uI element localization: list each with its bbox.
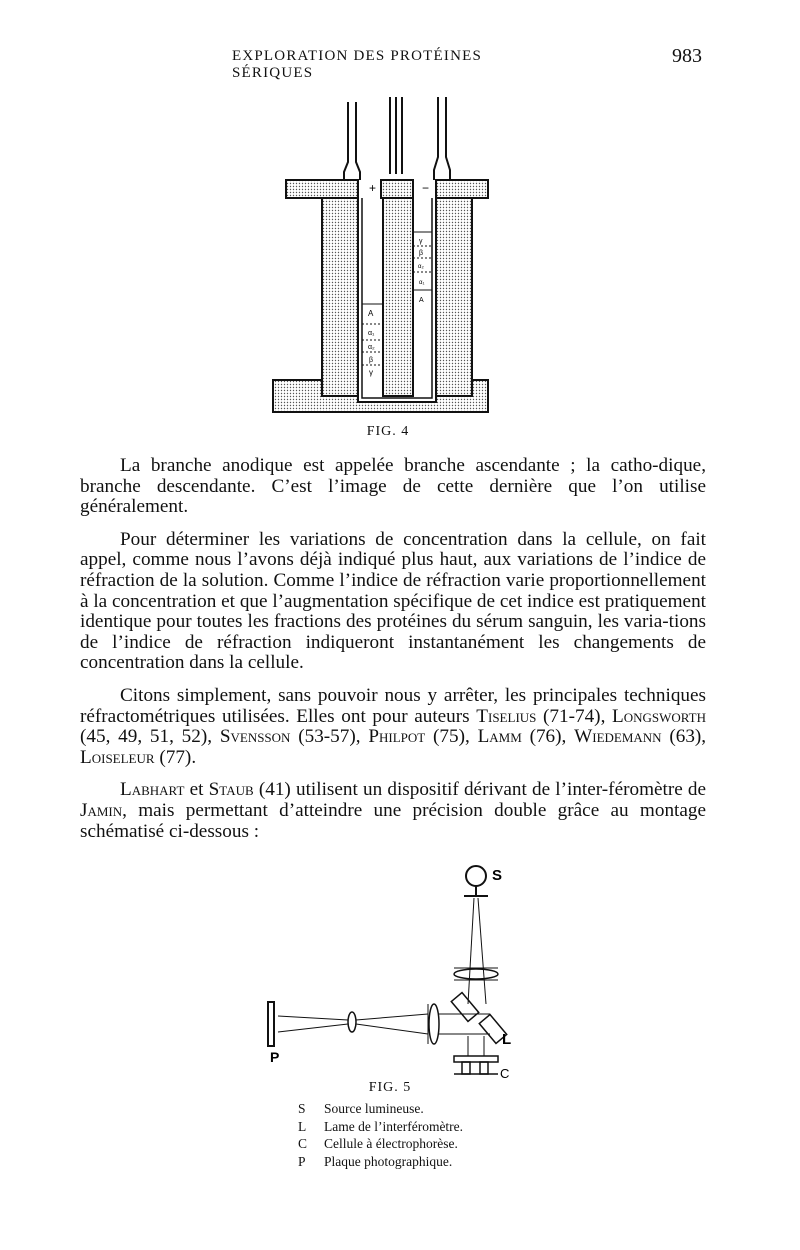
legend-text: Lame de l’interféromètre.: [324, 1118, 464, 1134]
author-name: Labhart: [120, 779, 185, 801]
right-branch-bands: [413, 232, 432, 304]
interferometer-plate: [451, 993, 478, 1022]
light-source: [466, 866, 486, 886]
paragraph-1: La branche anodique est appelée branche ascendante ; la catho-dique, branche descendante. C’est l’image de cette dernière que l’on utilise généralement.: [80, 455, 706, 518]
citation: (63),: [669, 726, 707, 748]
condenser-lens: [454, 969, 498, 979]
band-label: β: [369, 357, 374, 364]
left-branch-bands: [362, 304, 383, 377]
legend-item: [298, 1100, 463, 1118]
figure-5-caption: FIG. 5: [368, 1080, 412, 1095]
label-p: P: [270, 1049, 280, 1065]
legend-item: [298, 1153, 463, 1171]
figure-5-optical-setup: [258, 856, 528, 1088]
legend-text: Cellule à électrophorèse.: [324, 1136, 458, 1151]
author-name: Staub: [208, 779, 254, 801]
paragraph-3: [80, 686, 706, 768]
citation: (75),: [433, 726, 470, 748]
body-text: [80, 456, 706, 854]
paragraph-4-end: , mais permettant d’atteindre une précision double grâce au montage schématisé ci-dessous :: [80, 799, 706, 842]
band-label: α₁: [419, 280, 425, 286]
author-name: Wiedemann: [574, 726, 662, 748]
band-label: α₂: [368, 344, 375, 351]
author-name: Svensson: [219, 726, 291, 748]
label-l: L: [502, 1031, 512, 1048]
running-title: EXPLORATION DES PROTÉINES SÉRIQUES: [232, 48, 483, 81]
legend-key: P: [298, 1153, 306, 1169]
author-name: Lamm: [477, 726, 522, 748]
field-lens: [429, 1004, 439, 1044]
label-s: S: [492, 867, 503, 884]
label-c: C: [500, 1066, 510, 1081]
cathode-minus-sign: −: [422, 181, 430, 195]
band-label: α₁: [368, 330, 375, 337]
band-label: γ: [369, 368, 373, 377]
electrophoresis-cell: [454, 1056, 498, 1062]
citation: (71-74),: [543, 705, 606, 727]
legend-text: Plaque photographique.: [324, 1153, 453, 1169]
photographic-plate: [268, 1002, 274, 1046]
author-name: Longsworth: [612, 705, 707, 727]
paragraph-2: Pour déterminer les variations de concentration dans la cellule, on fait appel, comme nous l’avons déjà indiqué plus haut, aux variations de l’indice de réfraction de la solution. Comme l’indice de réfraction varie proportionnellement à la concentration et que l’augmentation spécifique de cet indice est pratiquement identique pour toutes les fractions des protéines du sérum sanguin, les varia-tions de l’indice de réfraction indiqueront instantanément les changements de concentration dans la cellule.: [80, 528, 707, 674]
author-name: Tiselius: [476, 705, 537, 727]
objective-lens: [348, 1012, 356, 1032]
paragraph-4-middle: (41) utilisent un dispositif dérivant de l’inter-féromètre de: [258, 779, 707, 801]
paragraph-4: [80, 780, 706, 842]
legend-key: L: [298, 1118, 307, 1134]
conjunction: et: [189, 779, 204, 801]
paragraph-3-intro: Citons simplement, sans pouvoir nous y arrêter, les principales techniques réfractométriques utilisées. Elles ont pour auteurs: [80, 684, 706, 727]
citation: (53-57),: [298, 726, 361, 748]
author-name: Philpot: [368, 726, 426, 748]
figure-5-legend: [298, 1100, 463, 1170]
legend-item: [298, 1118, 463, 1136]
legend-key: S: [298, 1101, 306, 1116]
figure-4-caption: FIG. 4: [366, 424, 410, 439]
band-label: α₂: [418, 264, 424, 270]
band-label: β: [419, 250, 424, 257]
legend-text: Source lumineuse.: [324, 1101, 424, 1116]
band-label: A: [368, 309, 374, 318]
citation: (45, 49, 51, 52),: [80, 726, 213, 748]
legend-key: C: [298, 1136, 308, 1151]
author-name: Loiseleur: [80, 746, 155, 768]
figure-4-electrophoresis-cell: [268, 92, 498, 422]
citation: (77).: [159, 746, 197, 768]
citation: (76),: [529, 726, 567, 748]
author-name: Jamin: [80, 799, 123, 821]
band-label: A: [419, 297, 424, 304]
page-number: 983: [672, 45, 702, 67]
legend-item: [298, 1135, 463, 1153]
anode-plus-sign: +: [369, 181, 377, 195]
band-label: γ: [419, 238, 423, 245]
